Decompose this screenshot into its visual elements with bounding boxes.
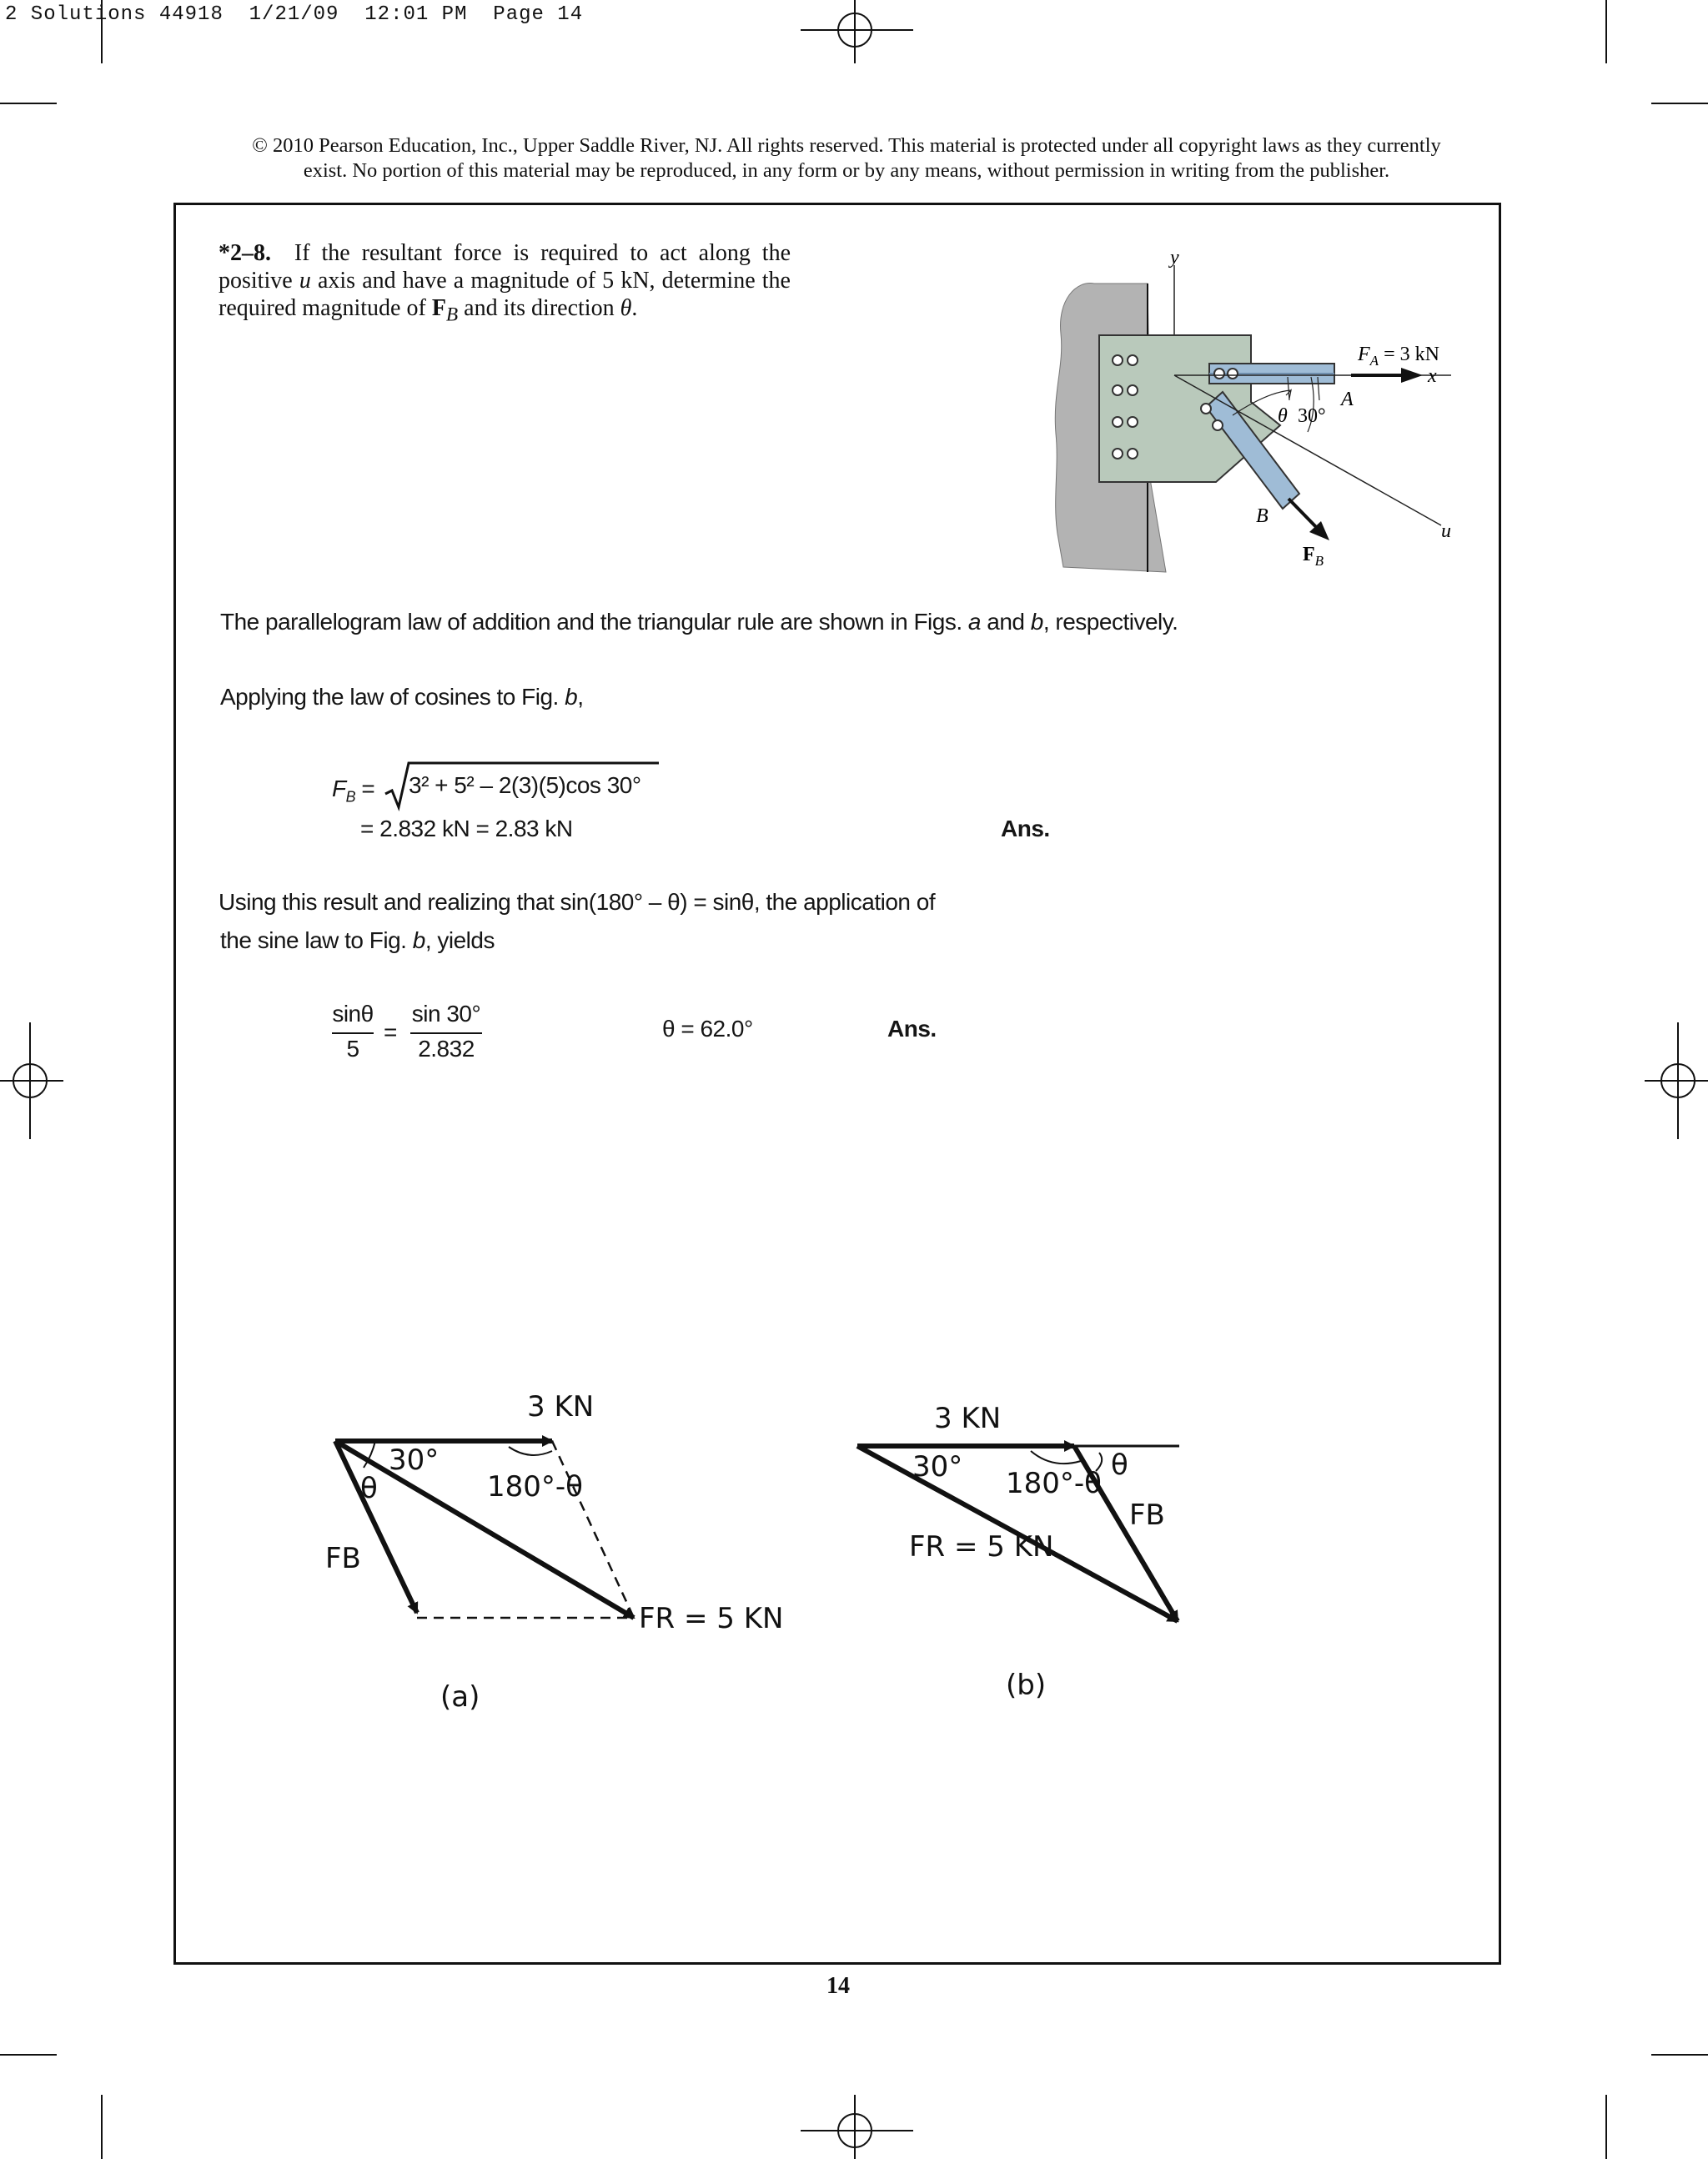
- frac2-numerator: sin 30°: [411, 1001, 481, 1027]
- x-axis-label: x: [1428, 365, 1437, 387]
- sketch-b-fb: FB: [1129, 1499, 1165, 1532]
- sketch-b-30: 30°: [912, 1450, 963, 1484]
- copyright-line-1: © 2010 Pearson Education, Inc., Upper Saddle River, NJ. All rights reserved. This material is protected under all copyright laws as they currently: [252, 134, 1441, 157]
- frac2-denominator: 2.832: [418, 1036, 475, 1062]
- u-axis-ref: u: [299, 268, 311, 294]
- point-a-label: A: [1341, 389, 1354, 410]
- print-slug: 2 Solutions 44918 1/21/09 12:01 PM Page 14: [5, 3, 584, 26]
- fb-symbol: F: [431, 295, 446, 321]
- sine-lead-line-1: Using this result and realizing that sin(180° – θ) = sinθ, the application of: [219, 889, 936, 915]
- theta-symbol: θ: [620, 295, 632, 321]
- eq-fb-radicand: 3² + 5² – 2(3)(5)cos 30°: [409, 772, 641, 798]
- sketch-a-parallelogram: [325, 1390, 783, 1714]
- sketch-b-theta: θ: [1111, 1449, 1128, 1482]
- frac-equals: =: [384, 1019, 397, 1045]
- solution-intro: The parallelogram law of addition and the triangular rule are shown in Figs. a and b, respectively.: [220, 609, 1178, 635]
- answer-1-label: Ans.: [1001, 816, 1050, 841]
- fa-label: $F_A = 3$ kN: [1358, 344, 1439, 369]
- sketch-b-triangle: [857, 1402, 1179, 1702]
- sketch-a-180: 180°-θ: [487, 1470, 583, 1504]
- problem-period: .: [631, 295, 638, 321]
- sketch-a-caption: (a): [440, 1680, 480, 1714]
- sketch-a-theta: θ: [360, 1472, 378, 1505]
- eq-fb-result: = 2.832 kN = 2.83 kN: [360, 816, 573, 841]
- answer-2-label: Ans.: [887, 1016, 937, 1042]
- u-axis-label: u: [1441, 520, 1451, 542]
- sketch-b-fr: FR = 5 KN: [909, 1530, 1054, 1564]
- y-axis-label: y: [1170, 247, 1179, 269]
- angle-30-label: 30°: [1298, 405, 1326, 427]
- eq-fb-lhs: $F_B$ =: [332, 776, 375, 806]
- sketch-a-30: 30°: [389, 1444, 440, 1477]
- frac1-denominator: 5: [346, 1036, 359, 1062]
- problem-text-2: axis and have a magnitude of 5 kN, determine the required magnitude of: [219, 268, 791, 321]
- sketch-a-fb: FB: [325, 1542, 361, 1575]
- sketch-a-3kn: 3 KN: [527, 1390, 595, 1423]
- sketch-b-3kn: 3 KN: [934, 1402, 1002, 1435]
- theta-result: θ = 62.0°: [662, 1016, 753, 1042]
- sketch-a-fr: FR = 5 KN: [639, 1602, 784, 1635]
- sketch-b-caption: (b): [1006, 1669, 1047, 1702]
- sine-lead-line-2: the sine law to Fig. b, yields: [220, 927, 495, 953]
- point-b-label: B: [1256, 505, 1268, 527]
- problem-number: *2–8.: [219, 240, 271, 266]
- cosines-lead: Applying the law of cosines to Fig. b,: [220, 684, 584, 710]
- problem-text: If the resultant force is required to act along the positive: [219, 240, 791, 294]
- problem-text-3: and its direction: [458, 295, 620, 321]
- fb-label: $F_B$: [1303, 544, 1324, 569]
- copyright-line-2: exist. No portion of this material may be reproduced, in any form or by any means, without permission in writing from the publisher.: [303, 159, 1390, 182]
- theta-label: θ: [1278, 405, 1288, 427]
- page-number: 14: [826, 1973, 850, 1999]
- fb-subscript: B: [445, 304, 459, 326]
- sketch-b-180: 180°-θ: [1006, 1467, 1102, 1500]
- frac1-numerator: sinθ: [332, 1001, 374, 1027]
